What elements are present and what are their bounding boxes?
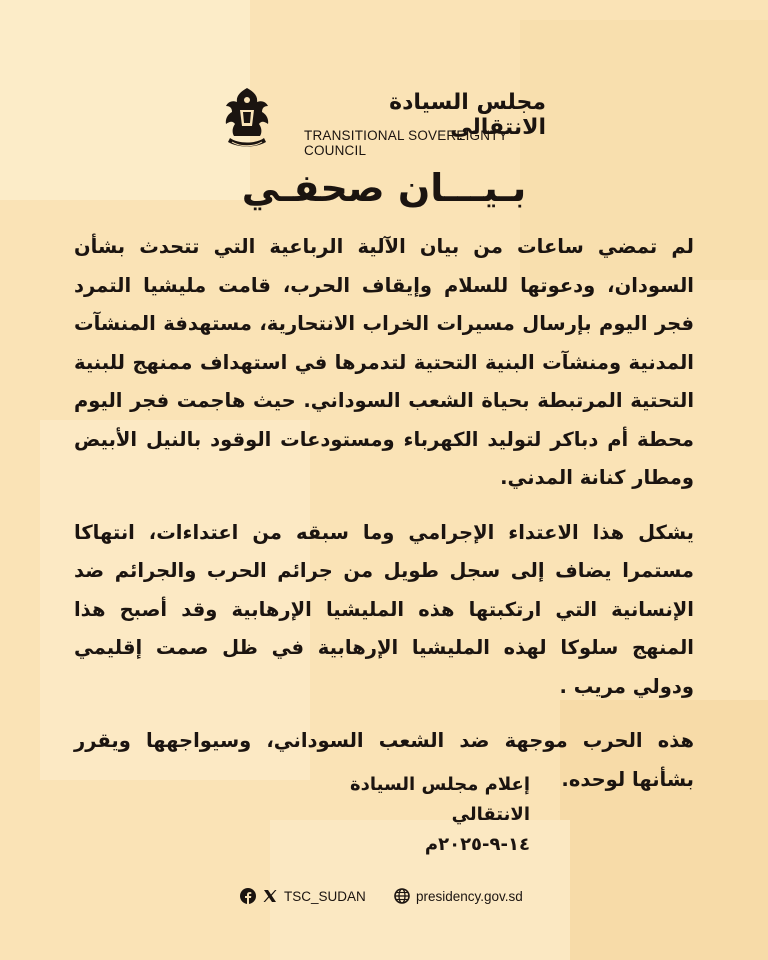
globe-icon (394, 888, 410, 904)
emblem-icon (222, 86, 272, 152)
paragraph: هذه الحرب موجهة ضد الشعب السوداني، وسيواجهها ويقرر بشأنها لوحده. (74, 729, 694, 791)
paragraph: لم تمضي ساعات من بيان الآلية الرباعية التي تتحدث بشأن السودان، ودعوتها للسلام وإيقاف الحرب، قامت مليشيا التمرد فجر اليوم بإرسال مسيرات الخراب الانتحارية، مستهدفة المنشآت المدنية ومنشآت البنية التحتية لتدمرها في استهداف ممنهج للبنية التحتية المرتبطة بحياة الشعب السوداني. حيث هاجمت فجر اليوم محطة أم دباكر لتوليد الكهرباء ومستودعات الوقود بالنيل الأبيض ومطار كنانة المدني. (74, 235, 694, 489)
footer (240, 888, 540, 912)
social-handle[interactable]: TSC_SUDAN (284, 888, 366, 904)
statement-body (74, 228, 694, 815)
letterhead (222, 86, 552, 158)
x-twitter-icon[interactable] (262, 888, 278, 904)
signature-line: إعلام مجلس السيادة الانتقالي (350, 774, 530, 825)
signature (300, 770, 530, 860)
paragraph: يشكل هذا الاعتداء الإجرامي وما سبقه من اعتداءات، انتهاكا مستمرا يضاف إلى سجل طويل من جرائم الحرب والجرائم ضد الإنسانية التي ارتكبتها هذه المليشيا الإرهابية وقد أصبح هذا المنهج سلوكا لهذه المليشيا الإرهابية في ظل صمت إقليمي ودولي مريب . (74, 520, 694, 698)
facebook-icon[interactable] (240, 888, 256, 904)
social-links (240, 888, 366, 904)
council-name-english: TRANSITIONAL SOVEREIGNTY COUNCIL (304, 128, 508, 158)
council-name-arabic: مجلس السيادة الانتقالي (389, 90, 546, 140)
page-title: بـيـــان صحفـي (241, 166, 527, 210)
website-url[interactable]: presidency.gov.sd (416, 888, 523, 904)
statement-date: ١٤-٩-٢٠٢٥م (424, 834, 530, 855)
website-link[interactable] (394, 888, 523, 904)
